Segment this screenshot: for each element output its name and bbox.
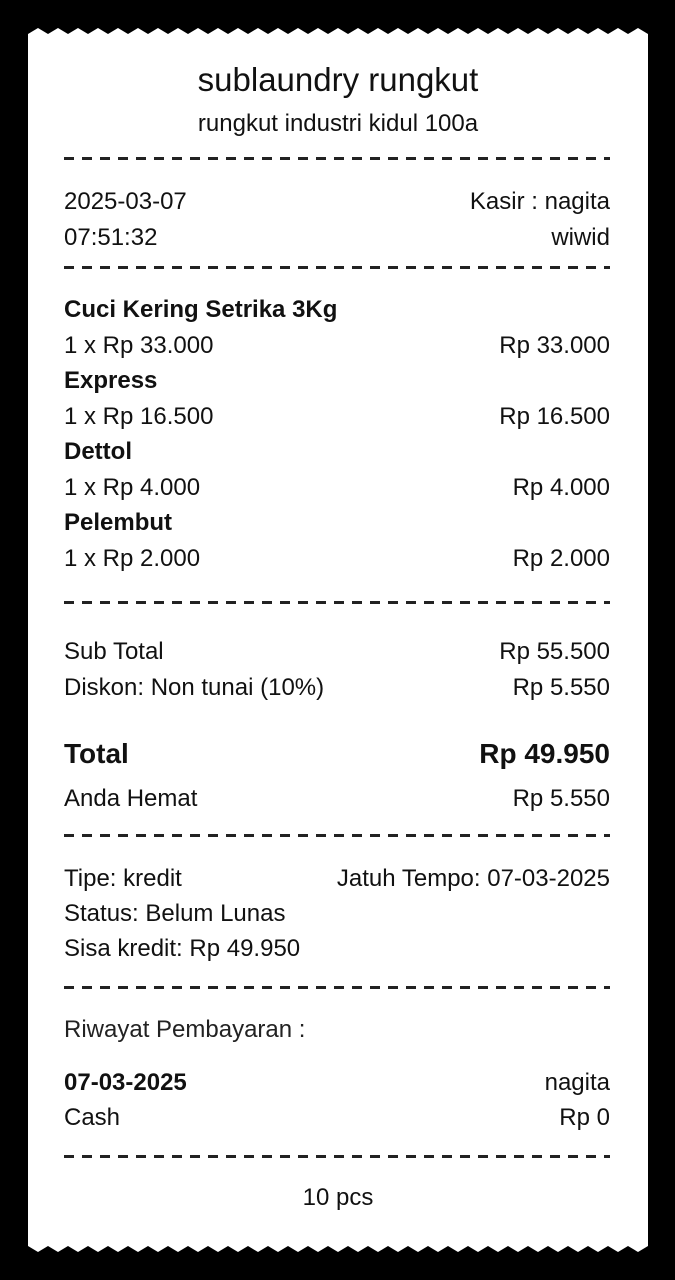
saved-label: Anda Hemat xyxy=(64,785,198,812)
discount-label: Diskon: Non tunai (10%) xyxy=(64,674,325,701)
item-qty-price: 1 x Rp 16.500 xyxy=(64,403,214,430)
receipt xyxy=(28,40,648,1240)
credit-remaining: Sisa kredit: Rp 49.950 xyxy=(64,935,301,962)
receipt-bottom-edge xyxy=(28,1236,648,1252)
item-total: Rp 33.000 xyxy=(499,332,610,359)
divider xyxy=(64,601,610,604)
credit-type: Tipe: kredit xyxy=(64,865,182,892)
receipt-date: 2025-03-07 xyxy=(64,188,187,215)
total-value: Rp 49.950 xyxy=(479,738,610,769)
item-total: Rp 2.000 xyxy=(512,545,610,572)
subtotal-label: Sub Total xyxy=(64,638,164,665)
divider xyxy=(64,266,610,269)
receipt-time: 07:51:32 xyxy=(64,224,158,251)
store-address: rungkut industri kidul 100a xyxy=(197,110,479,137)
payment-user: nagita xyxy=(544,1069,610,1096)
payment-history-title: Riwayat Pembayaran : xyxy=(64,1016,306,1043)
item-total: Rp 16.500 xyxy=(499,403,610,430)
store-name: sublaundry rungkut xyxy=(197,61,479,98)
item-count: 10 pcs xyxy=(302,1184,374,1211)
credit-due-date: Jatuh Tempo: 07-03-2025 xyxy=(336,865,610,892)
divider xyxy=(64,157,610,160)
divider xyxy=(64,986,610,989)
total-label: Total xyxy=(64,738,129,769)
divider xyxy=(64,834,610,837)
divider xyxy=(64,1155,610,1158)
item-qty-price: 1 x Rp 2.000 xyxy=(64,545,201,572)
payment-date: 07-03-2025 xyxy=(64,1069,187,1096)
payment-method: Cash xyxy=(64,1104,121,1131)
item-name: Dettol xyxy=(64,438,132,465)
saved-value: Rp 5.550 xyxy=(512,785,610,812)
credit-status: Status: Belum Lunas xyxy=(64,900,286,927)
item-name: Express xyxy=(64,367,158,394)
item-name: Cuci Kering Setrika 3Kg xyxy=(64,296,338,323)
payment-amount: Rp 0 xyxy=(559,1104,610,1131)
item-name: Pelembut xyxy=(64,509,173,536)
item-qty-price: 1 x Rp 33.000 xyxy=(64,332,214,359)
item-total: Rp 4.000 xyxy=(512,474,610,501)
subtotal-value: Rp 55.500 xyxy=(499,638,610,665)
cashier-label: Kasir : nagita xyxy=(469,188,610,215)
item-qty-price: 1 x Rp 4.000 xyxy=(64,474,201,501)
discount-value: Rp 5.550 xyxy=(512,674,610,701)
cashier-name-2: wiwid xyxy=(551,224,610,251)
